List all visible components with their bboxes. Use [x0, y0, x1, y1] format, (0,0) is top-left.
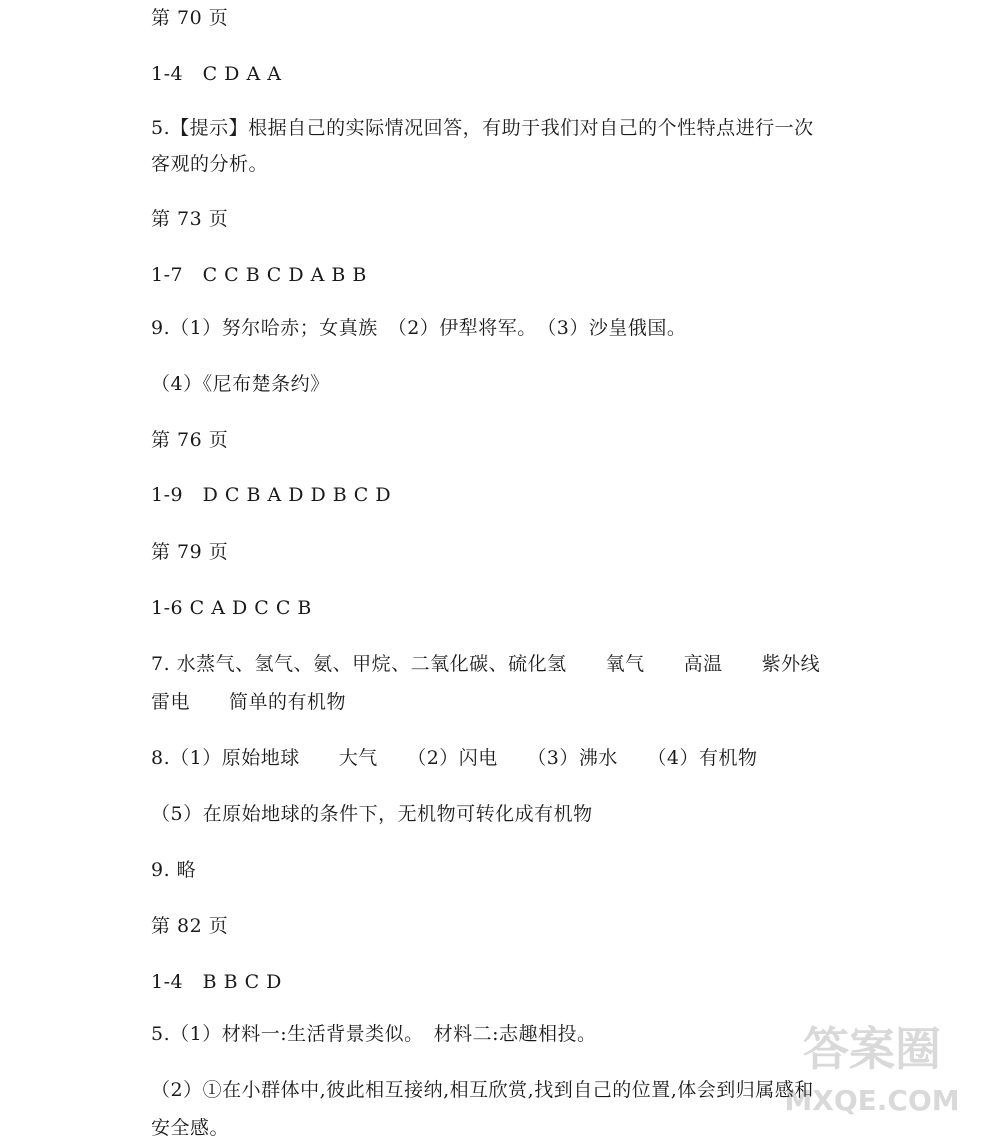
answer-line: 1-9 D C B A D D B C D — [151, 484, 392, 506]
answer-line: （5）在原始地球的条件下，无机物可转化成有机物 — [151, 803, 593, 825]
answer-line: 5.（1）材料一:生活背景类似。 材料二:志趣相投。 — [151, 1023, 597, 1045]
answer-line: 9. 略 — [151, 859, 197, 881]
answer-line: 安全感。 — [151, 1117, 230, 1139]
answer-line: 雷电 简单的有机物 — [151, 691, 347, 713]
page-heading-79: 第 79 页 — [151, 541, 229, 563]
answer-line: 9.（1）努尔哈赤；女真族 （2）伊犁将军。 （3）沙皇俄国。 — [151, 317, 687, 339]
answer-line: 5.【提示】根据自己的实际情况回答，有助于我们对自己的个性特点进行一次 — [151, 117, 814, 139]
page-heading-82: 第 82 页 — [151, 915, 229, 937]
answer-line: （4）《尼布楚条约》 — [151, 373, 330, 395]
answer-line: 客观的分析。 — [151, 153, 269, 175]
page-heading-76: 第 76 页 — [151, 429, 229, 451]
page-heading-70: 第 70 页 — [151, 7, 229, 29]
watermark-top-text: 答案圈 — [803, 1022, 941, 1076]
answer-line: 1-7 C C B C D A B B — [151, 264, 367, 286]
answer-line: 1-4 B B C D — [151, 971, 282, 993]
answer-line: 1-4 C D A A — [151, 63, 282, 85]
watermark-logo — [752, 1021, 992, 1131]
watermark-bottom-text: MXQE.COM — [784, 1084, 960, 1117]
answer-line: 7. 水蒸气、氢气、氨、甲烷、二氧化碳、硫化氢 氧气 高温 紫外线 — [151, 653, 821, 675]
answer-line: （2）①在小群体中,彼此相互接纳,相互欣赏,找到自己的位置,体会到归属感和 — [151, 1079, 814, 1101]
answer-line: 8.（1）原始地球 大气 （2）闪电 （3）沸水 （4）有机物 — [151, 747, 758, 769]
page-heading-73: 第 73 页 — [151, 208, 229, 230]
answer-line: 1-6 C A D C C B — [151, 597, 312, 619]
